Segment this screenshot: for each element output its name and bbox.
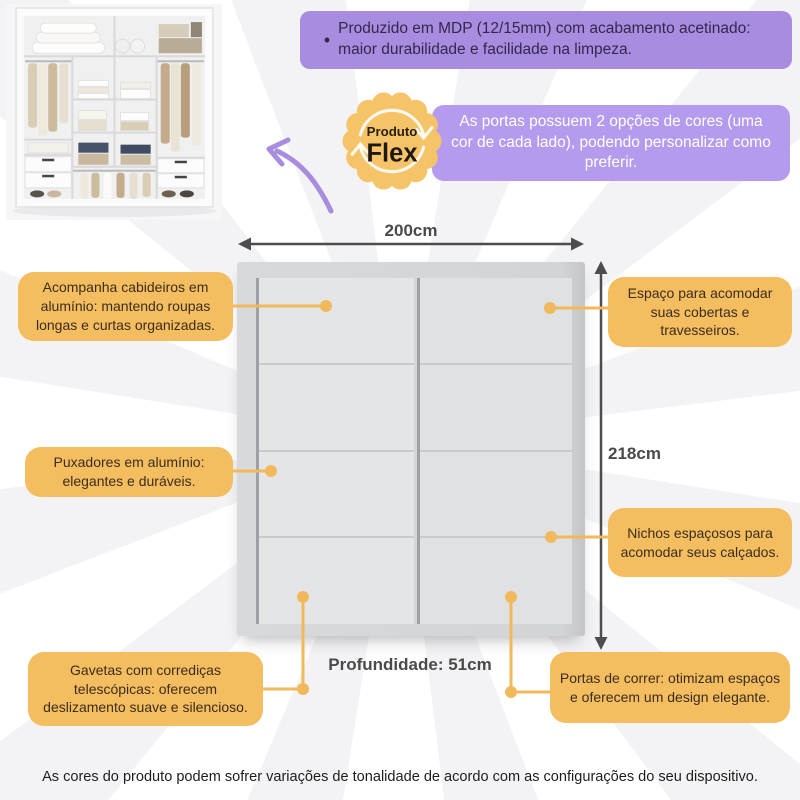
- wardrobe-interior-photo: [6, 4, 222, 220]
- pillows-icon: [32, 23, 104, 53]
- callout-top-shelf: [608, 277, 792, 347]
- callout-hangers: [18, 272, 233, 341]
- sliding-door-left: [256, 278, 414, 624]
- callout-handles-text: Puxadores em alumínio: elegantes e duráveis.: [53, 454, 205, 489]
- callout-drawers: [28, 652, 263, 726]
- width-dimension-label: 200cm: [384, 221, 438, 240]
- badge-title-top: Produto: [366, 123, 418, 139]
- wardrobe-front-diagram: [237, 262, 585, 636]
- color-disclaimer-text: As cores do produto podem sofrer variações de tonalidade de acordo com as configurações do seu dispositivo.: [42, 768, 758, 785]
- badge-title-bottom: Flex: [366, 139, 418, 168]
- callout-hangers-text: Acompanha cabideiros em alumínio: mantendo roupas longas e curtas organizadas.: [36, 279, 215, 333]
- callout-doors: [550, 652, 790, 723]
- callout-niches: [608, 508, 792, 577]
- callout-niches-text: Nichos espaçosos para acomodar seus calçados.: [620, 524, 780, 560]
- material-banner-text: Produzido em MDP (12/15mm) com acabamento acetinado: maior durabilidade e facilidade na limpeza.: [338, 20, 751, 58]
- sliding-door-right: [417, 278, 572, 624]
- depth-dimension-label: Profundidade: 51cm: [328, 655, 492, 674]
- produto-flex-badge: [341, 90, 443, 192]
- flex-note: [432, 105, 790, 181]
- height-dimension-label: 218cm: [608, 444, 661, 463]
- wardrobe-interior-illustration: [6, 4, 222, 220]
- callout-doors-text: Portas de correr: otimizam espaços e oferecem um design elegante.: [559, 669, 781, 705]
- callout-top-shelf-text: Espaço para acomodar suas cobertas e travesseiros.: [627, 284, 773, 339]
- callout-handles: [25, 447, 233, 497]
- color-disclaimer: [0, 768, 800, 785]
- flex-note-text: As portas possuem 2 opções de cores (uma cor de cada lado), podendo personalizar como preferir.: [451, 112, 771, 172]
- material-banner: [300, 11, 792, 69]
- callout-drawers-text: Gavetas com corrediças telescópicas: oferecem deslizamento suave e silencioso.: [43, 661, 248, 716]
- bullet-icon: •: [323, 29, 331, 50]
